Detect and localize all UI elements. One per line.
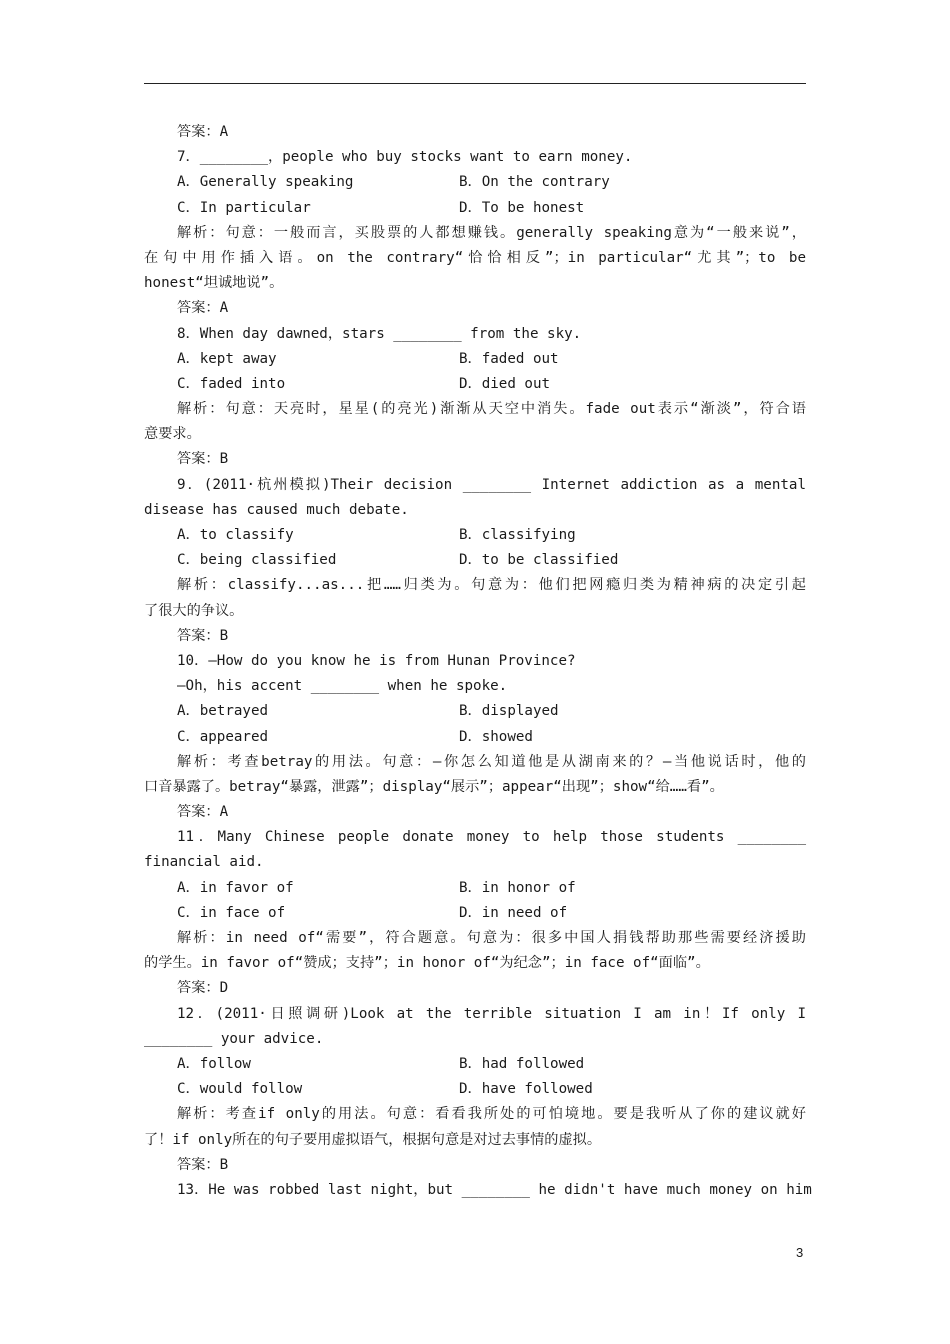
option-left: A．in favor of: [177, 879, 294, 896]
continuation-line: 了！if only所在的句子要用虚拟语气，根据句意是对过去事情的虚拟。: [144, 1131, 602, 1148]
option-left: A．to classify: [177, 527, 294, 543]
question-line: 13．He was robbed last night，but ________ he didn't have much money on him: [177, 1181, 812, 1198]
explanation-line: 解析：句意：天亮时，星星(的亮光)渐渐从天空中消失。fade out表示“渐淡”，符合语: [177, 401, 806, 418]
document-body: [144, 120, 812, 1203]
question-line: —Oh，his accent ________ when he spoke.: [177, 678, 508, 695]
options-row: [144, 1077, 806, 1102]
question-line: 11．Many Chinese people donate money to help those students ________: [177, 829, 806, 846]
options-row: [144, 372, 806, 397]
option-right: D．To be honest: [459, 199, 585, 216]
answer-line: 答案：B: [177, 1156, 229, 1173]
options-row: [144, 196, 806, 221]
options-row: [144, 347, 806, 372]
option-right: B．classifying: [459, 527, 576, 543]
explanation-line: 解析：考查betray的用法。句意：—你怎么知道他是从湖南来的？—当他说话时，他的: [177, 753, 806, 770]
answer-line: 答案：A: [177, 804, 229, 821]
options-row: [144, 725, 806, 750]
continuation-line: 在句中用作插入语。on the contrary“恰恰相反”；in particular“尤其”；to be: [144, 249, 806, 266]
option-right: B．displayed: [459, 703, 559, 720]
question-line: 9．(2011·杭州模拟)Their decision ________ Internet addiction as a mental: [177, 476, 806, 493]
option-right: D．died out: [459, 375, 551, 392]
answer-line: 答案：A: [177, 124, 229, 140]
continuation-line: disease has caused much debate.: [144, 501, 409, 518]
option-right: D．in need of: [459, 904, 568, 921]
explanation-line: 解析：考查if only的用法。句意：看看我所处的可怕境地。要是我听从了你的建议就好: [177, 1106, 806, 1123]
option-left: C．appeared: [177, 728, 269, 745]
answer-line: 答案：B: [177, 451, 229, 468]
options-row: [144, 1052, 806, 1077]
options-row: [144, 876, 806, 901]
explanation-line: 解析：in need of“需要”，符合题意。句意为：很多中国人捐钱帮助那些需要经济援助: [177, 930, 806, 946]
continuation-line: financial aid.: [144, 854, 264, 871]
option-left: A．kept away: [177, 350, 277, 367]
options-row: [144, 548, 806, 573]
options-row: [144, 523, 806, 548]
question-line: 12．(2011·日照调研)Look at the terrible situation I am in！If only I: [177, 1005, 806, 1022]
continuation-line: honest“坦诚地说”。: [144, 275, 284, 292]
options-row: [144, 901, 806, 926]
option-right: D．to be classified: [459, 552, 619, 569]
continuation-line: 意要求。: [144, 426, 201, 443]
explanation-line: 解析：classify...as...把……归类为。句意为：他们把网瘾归类为精神病的决定引起: [177, 577, 806, 594]
question-line: 8．When day dawned，stars ________ from the sky.: [177, 325, 582, 342]
continuation-line: ________ your advice.: [144, 1030, 324, 1047]
page-number: 3: [796, 1245, 804, 1260]
question-line: 7．________，people who buy stocks want to earn money.: [177, 149, 633, 166]
option-left: C．being classified: [177, 552, 337, 569]
option-right: B．in honor of: [459, 879, 576, 896]
question-line: 10．—How do you know he is from Hunan Province?: [177, 652, 576, 669]
answer-line: 答案：D: [177, 980, 229, 997]
options-row: [144, 170, 806, 195]
continuation-line: 口音暴露了。betray“暴露，泄露”；display“展示”；appear“出现”；show“给……看”。: [144, 778, 724, 795]
option-left: C．In particular: [177, 199, 311, 216]
option-left: A．betrayed: [177, 703, 269, 720]
continuation-line: 的学生。in favor of“赞成；支持”；in honor of“为纪念”；in face of“面临”。: [144, 955, 710, 972]
answer-line: 答案：A: [177, 300, 229, 317]
continuation-line: 了很大的争议。: [144, 602, 244, 619]
option-right: D．showed: [459, 728, 533, 745]
option-right: D．have followed: [459, 1081, 593, 1098]
answer-line: 答案：B: [177, 627, 229, 644]
explanation-line: 解析：句意：一般而言，买股票的人都想赚钱。generally speaking意为“一般来说”，: [177, 224, 806, 241]
options-row: [144, 699, 806, 724]
option-left: C．in face of: [177, 904, 286, 921]
option-left: C．faded into: [177, 375, 286, 392]
option-right: B．had followed: [459, 1055, 585, 1072]
header-rule: [144, 83, 806, 84]
option-left: A．Generally speaking: [177, 174, 354, 191]
option-right: B．On the contrary: [459, 174, 610, 191]
option-left: A．follow: [177, 1055, 251, 1072]
option-right: B．faded out: [459, 350, 559, 367]
option-left: C．would follow: [177, 1081, 303, 1098]
